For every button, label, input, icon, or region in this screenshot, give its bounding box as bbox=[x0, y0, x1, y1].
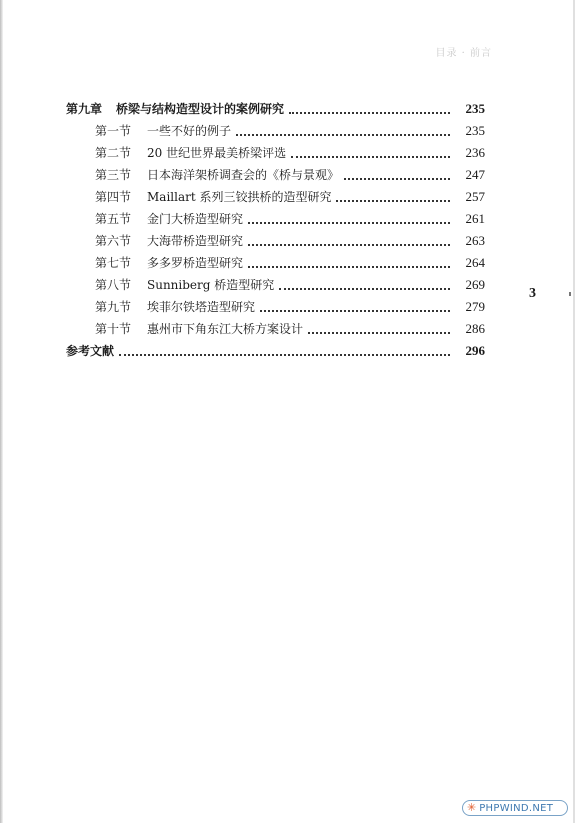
star-burst-icon: ✳ bbox=[467, 801, 477, 814]
toc-section-label: 第三节 bbox=[95, 168, 132, 182]
toc-section-title: 一些不好的例子 bbox=[147, 124, 232, 138]
dot-leader bbox=[248, 221, 450, 224]
toc-page-number: 257 bbox=[465, 189, 485, 204]
toc-page-number: 279 bbox=[465, 299, 485, 314]
toc-section-title: Sunniberg 桥造型研究 bbox=[147, 278, 275, 292]
toc-section-label: 第六节 bbox=[95, 234, 132, 248]
toc-chapter-label: 第九章 bbox=[66, 102, 103, 116]
dot-leader bbox=[260, 309, 450, 312]
toc-section-row[interactable] bbox=[66, 230, 485, 252]
toc-section-title: 大海带桥造型研究 bbox=[147, 234, 244, 248]
toc-section-title: 金门大桥造型研究 bbox=[147, 212, 244, 226]
toc-section-row[interactable] bbox=[66, 208, 485, 230]
toc-section-title: 日本海洋架桥调查会的《桥与景观》 bbox=[147, 168, 340, 182]
toc-section-row[interactable] bbox=[66, 318, 485, 340]
toc-page-number: 261 bbox=[465, 211, 485, 226]
toc-page-number: 235 bbox=[465, 123, 485, 138]
toc-section-row[interactable] bbox=[66, 252, 485, 274]
toc-section-title: Maillart 系列三铰拱桥的造型研究 bbox=[147, 190, 332, 204]
dot-leader bbox=[336, 199, 450, 202]
dot-leader bbox=[119, 353, 450, 356]
toc-references-row[interactable] bbox=[66, 340, 485, 362]
dot-leader bbox=[289, 111, 450, 114]
dot-leader bbox=[248, 243, 450, 246]
toc-page-number: 263 bbox=[465, 233, 485, 248]
toc-section-label: 第二节 bbox=[95, 146, 132, 160]
toc-page-number: 296 bbox=[465, 343, 485, 358]
page-folio-number: 3 bbox=[529, 286, 536, 301]
toc-chapter-title: 桥梁与结构造型设计的案例研究 bbox=[116, 102, 285, 116]
dot-leader bbox=[236, 133, 450, 136]
dot-leader bbox=[344, 177, 450, 180]
toc-section-row[interactable] bbox=[66, 274, 485, 296]
running-head: 目录 · 前言 bbox=[435, 48, 492, 59]
toc-section-row[interactable] bbox=[66, 186, 485, 208]
toc-section-label: 第九节 bbox=[95, 300, 132, 314]
toc-page-number: 286 bbox=[465, 321, 485, 336]
toc-page-number: 236 bbox=[465, 145, 485, 160]
toc-section-label: 第八节 bbox=[95, 278, 132, 292]
toc-page-number: 235 bbox=[465, 101, 485, 116]
table-of-contents bbox=[66, 98, 485, 362]
watermark-text: PHPWIND.NET bbox=[479, 802, 554, 814]
toc-page-number: 264 bbox=[465, 255, 485, 270]
dot-leader bbox=[308, 331, 450, 334]
toc-chapter-row[interactable] bbox=[66, 98, 485, 120]
toc-section-title: 惠州市下角东江大桥方案设计 bbox=[147, 322, 304, 336]
site-watermark-badge[interactable] bbox=[462, 800, 568, 816]
toc-section-title: 20 世纪世界最美桥梁评选 bbox=[147, 146, 287, 160]
dot-leader bbox=[291, 155, 450, 158]
dot-leader bbox=[248, 265, 450, 268]
margin-mark bbox=[569, 292, 571, 296]
page-edge-shadow bbox=[0, 0, 3, 823]
toc-section-title: 多多罗桥造型研究 bbox=[147, 256, 244, 270]
toc-section-row[interactable] bbox=[66, 142, 485, 164]
toc-page-number: 269 bbox=[465, 277, 485, 292]
toc-section-label: 第四节 bbox=[95, 190, 132, 204]
toc-section-row[interactable] bbox=[66, 296, 485, 318]
toc-section-label: 第七节 bbox=[95, 256, 132, 270]
toc-page-number: 247 bbox=[465, 167, 485, 182]
toc-section-label: 第一节 bbox=[95, 124, 132, 138]
dot-leader bbox=[279, 287, 450, 290]
toc-section-row[interactable] bbox=[66, 120, 485, 142]
toc-section-row[interactable] bbox=[66, 164, 485, 186]
toc-references-title: 参考文献 bbox=[66, 344, 115, 358]
toc-section-label: 第五节 bbox=[95, 212, 132, 226]
toc-section-label: 第十节 bbox=[95, 322, 132, 336]
toc-section-title: 埃菲尔铁塔造型研究 bbox=[147, 300, 256, 314]
